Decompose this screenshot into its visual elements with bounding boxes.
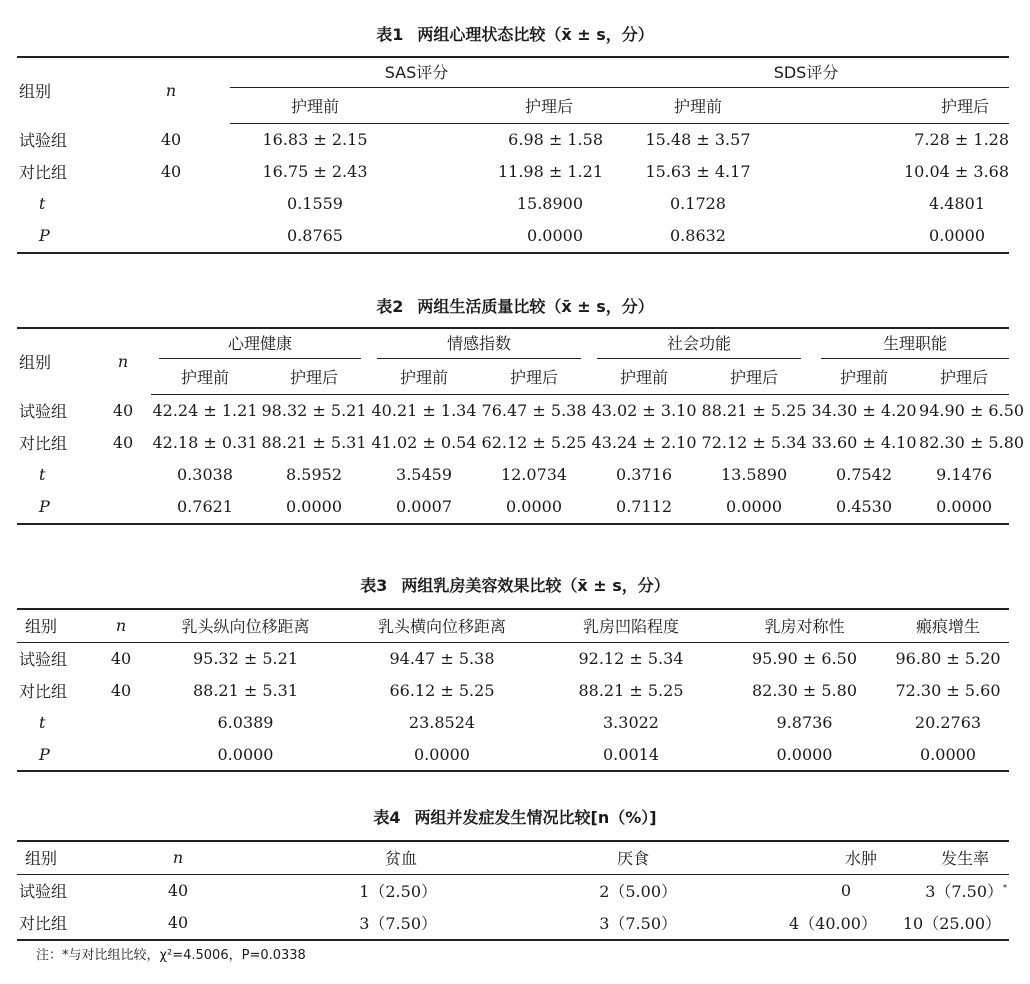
col-after: 护理后	[259, 360, 369, 394]
col-header: 瘢痕增生	[887, 609, 1009, 642]
col-header: 发生率	[897, 841, 1009, 874]
row-group: 对比组	[19, 914, 68, 933]
row-group: 试验组	[19, 649, 68, 669]
cell: 4.4801	[929, 193, 986, 213]
table1-sds-after: 护理后	[793, 89, 1009, 123]
cell: 0.0000	[286, 497, 342, 516]
cell: 3（7.50）	[599, 914, 677, 933]
cell: 88.21 ± 5.31	[261, 432, 367, 452]
cell: 0.3716	[616, 464, 673, 484]
table2-title: 两组生活质量比较（x̄ ± s，分）	[417, 297, 654, 316]
table3-row	[17, 642, 1009, 674]
table1	[17, 56, 1009, 254]
row-n: 40	[110, 680, 132, 700]
col-header: 贫血	[229, 841, 477, 874]
cell: 15.48 ± 3.57	[645, 129, 751, 149]
cell: 6.0389	[217, 712, 274, 732]
row-group: 对比组	[19, 162, 68, 182]
table2-row	[17, 394, 1009, 426]
table2	[17, 327, 1025, 525]
table3-number: 表3	[360, 576, 388, 595]
row-group: P	[39, 226, 50, 245]
cell: 0.0000	[929, 226, 986, 245]
cell: 0.0000	[414, 744, 470, 764]
table2-group-header: 组别	[19, 353, 52, 372]
table1-sds-before: 护理前	[603, 89, 793, 123]
row-n: 40	[167, 880, 189, 900]
cell: 66.12 ± 5.25	[389, 680, 495, 700]
table4-caption	[0, 805, 1030, 828]
table1-group-header: 组别	[19, 82, 52, 101]
col-header: 乳头横向位移距离	[344, 609, 540, 642]
row-group: P	[39, 497, 50, 516]
cell: 0.0000	[936, 497, 993, 516]
table4-footnote: 注：*与对比组比较，χ²=4.5006，P=0.0338	[36, 948, 306, 963]
cell: 0.0000	[217, 744, 274, 764]
table4-n-header: n	[127, 841, 229, 874]
col-after: 护理后	[919, 360, 1009, 394]
cell: 42.18 ± 0.31	[152, 432, 258, 452]
table2-header-mental-health: 心理健康	[151, 328, 369, 360]
cell: 0.3038	[177, 464, 233, 484]
table2-caption	[0, 294, 1030, 317]
cell: 88.21 ± 5.25	[578, 680, 684, 700]
cell: 0.8765	[287, 226, 343, 245]
row-n: 40	[160, 129, 182, 149]
table1-sds-header: SDS评分	[603, 57, 1009, 89]
cell: 88.21 ± 5.31	[192, 680, 298, 700]
cell: 9.8736	[776, 712, 833, 732]
col-after: 护理后	[479, 360, 589, 394]
cell: 4（40.00）	[789, 914, 877, 933]
cell: 0.8632	[670, 226, 726, 245]
cell: 76.47 ± 5.38	[481, 400, 587, 420]
table1-row	[17, 123, 1009, 155]
cell: 6.98 ± 1.58	[508, 129, 603, 149]
cell: 8.5952	[286, 464, 342, 484]
row-group: 对比组	[19, 433, 68, 453]
cell: 0.1559	[287, 193, 343, 213]
table4	[17, 840, 1009, 941]
table1-row	[17, 187, 1009, 219]
cell: 98.32 ± 5.21	[261, 400, 367, 420]
row-n	[95, 706, 147, 738]
cell: 0.0000	[506, 497, 563, 516]
row-n: 40	[160, 161, 182, 181]
table1-row	[17, 219, 1009, 253]
cell: 34.30 ± 4.20	[811, 400, 917, 420]
cell: 7.28 ± 1.28	[914, 129, 1010, 149]
table1-title: 两组心理状态比较（x̄ ± s，分）	[417, 25, 654, 44]
table2-n-header: n	[117, 352, 129, 371]
table2-row	[17, 490, 1009, 524]
table1-sas-after: 护理后	[400, 89, 603, 123]
cell: 96.80 ± 5.20	[895, 648, 1001, 668]
cell: 82.30 ± 5.80	[751, 680, 857, 700]
row-n: 40	[110, 648, 132, 668]
table3	[17, 608, 1009, 772]
significance-mark: *	[1003, 883, 1007, 893]
table2-header-physical: 生理职能	[809, 328, 1009, 360]
cell: 12.0734	[500, 464, 568, 484]
row-group: t	[39, 464, 46, 484]
col-after: 护理后	[699, 360, 809, 394]
row-group: 试验组	[19, 881, 68, 901]
cell: 92.12 ± 5.34	[578, 648, 684, 668]
col-before: 护理前	[369, 360, 479, 394]
cell: 2（5.00）	[599, 881, 677, 901]
row-n	[95, 490, 151, 524]
table3-row	[17, 706, 1009, 738]
cell: 0.7542	[836, 464, 893, 484]
cell: 62.12 ± 5.25	[481, 432, 587, 452]
cell: 16.75 ± 2.43	[262, 161, 368, 181]
table3-caption	[0, 573, 1030, 596]
row-n	[112, 219, 230, 253]
cell: 94.90 ± 6.50	[919, 400, 1025, 420]
row-n	[112, 187, 230, 219]
cell: 10（25.00）	[902, 914, 1001, 933]
table1-number: 表1	[376, 25, 404, 44]
cell: 15.63 ± 4.17	[645, 161, 751, 181]
cell: 72.30 ± 5.60	[895, 680, 1001, 700]
cell: 0.7112	[616, 497, 673, 516]
cell: 0.1728	[670, 193, 726, 213]
cell: 33.60 ± 4.10	[811, 432, 917, 452]
cell: 82.30 ± 5.80	[919, 432, 1025, 452]
cell: 94.47 ± 5.38	[389, 648, 495, 668]
table1-row	[17, 155, 1009, 187]
table4-number: 表4	[373, 808, 401, 827]
cell: 23.8524	[408, 712, 476, 732]
cell: 10.04 ± 3.68	[904, 161, 1010, 181]
table2-header-social: 社会功能	[589, 328, 809, 360]
row-group: 试验组	[19, 130, 68, 150]
row-group: t	[39, 712, 46, 732]
table2-row	[17, 458, 1009, 490]
cell: 0.0014	[603, 744, 659, 764]
cell: 42.24 ± 1.21	[152, 400, 258, 420]
cell: 13.5890	[720, 464, 788, 484]
table4-row	[17, 906, 1009, 940]
cell: 95.32 ± 5.21	[192, 648, 298, 668]
cell: 0.0007	[396, 497, 452, 516]
row-n: 40	[167, 913, 189, 932]
table1-sas-header: SAS评分	[230, 57, 603, 89]
row-group: 试验组	[19, 401, 68, 421]
cell: 95.90 ± 6.50	[751, 648, 857, 668]
col-header: 乳房对称性	[722, 609, 887, 642]
cell: 1（2.50）	[359, 881, 437, 901]
table4-group-header: 组别	[17, 841, 127, 874]
cell: 0.0000	[776, 744, 833, 764]
cell: 16.83 ± 2.15	[262, 129, 368, 149]
table1-n-header: n	[165, 81, 177, 100]
cell: 43.24 ± 2.10	[591, 432, 697, 452]
cell: 3.3022	[603, 712, 659, 732]
cell: 9.1476	[936, 464, 993, 484]
col-before: 护理前	[589, 360, 699, 394]
table2-number: 表2	[376, 297, 404, 316]
cell: 0.0000	[726, 497, 783, 516]
cell: 40.21 ± 1.34	[371, 400, 477, 420]
table1-sas-before: 护理前	[230, 89, 400, 123]
col-header: 乳头纵向位移距离	[147, 609, 344, 642]
cell: 43.02 ± 3.10	[591, 400, 697, 420]
cell: 0.0000	[527, 226, 583, 245]
cell: 72.12 ± 5.34	[701, 432, 807, 452]
cell: 0.0000	[920, 744, 976, 764]
table3-row	[17, 674, 1009, 706]
table3-row	[17, 738, 1009, 771]
table4-row	[17, 874, 1009, 906]
cell: 20.2763	[914, 712, 982, 732]
cell: 0.7621	[177, 497, 233, 516]
row-n: 40	[112, 400, 134, 420]
row-group: t	[39, 193, 46, 213]
cell: 3（7.50）	[359, 914, 437, 933]
col-before: 护理前	[809, 360, 919, 394]
table3-n-header: n	[95, 609, 147, 642]
table1-caption	[0, 22, 1030, 45]
table3-group-header: 组别	[17, 609, 95, 642]
cell: 88.21 ± 5.25	[701, 400, 807, 420]
row-group: 对比组	[19, 681, 68, 701]
cell: 0	[840, 880, 851, 900]
cell: 41.02 ± 0.54	[371, 432, 477, 452]
row-group: P	[39, 744, 50, 764]
col-header: 水肿	[687, 841, 897, 874]
table2-header-emotion: 情感指数	[369, 328, 589, 360]
table3-title: 两组乳房美容效果比较（x̄ ± s，分）	[401, 576, 670, 595]
row-n: 40	[112, 432, 134, 452]
col-before: 护理前	[151, 360, 259, 394]
col-header: 乳房凹陷程度	[540, 609, 722, 642]
col-header: 厌食	[477, 841, 687, 874]
table4-title: 两组并发症发生情况比较[n（%）]	[414, 808, 657, 827]
row-n	[95, 738, 147, 771]
cell: 3.5459	[396, 464, 452, 484]
cell: 0.4530	[836, 497, 893, 516]
row-n	[95, 458, 151, 490]
table2-row	[17, 426, 1009, 458]
cell-with-mark: 3（7.50）*	[925, 881, 1007, 901]
cell: 11.98 ± 1.21	[497, 161, 603, 181]
cell: 15.8900	[516, 193, 583, 213]
